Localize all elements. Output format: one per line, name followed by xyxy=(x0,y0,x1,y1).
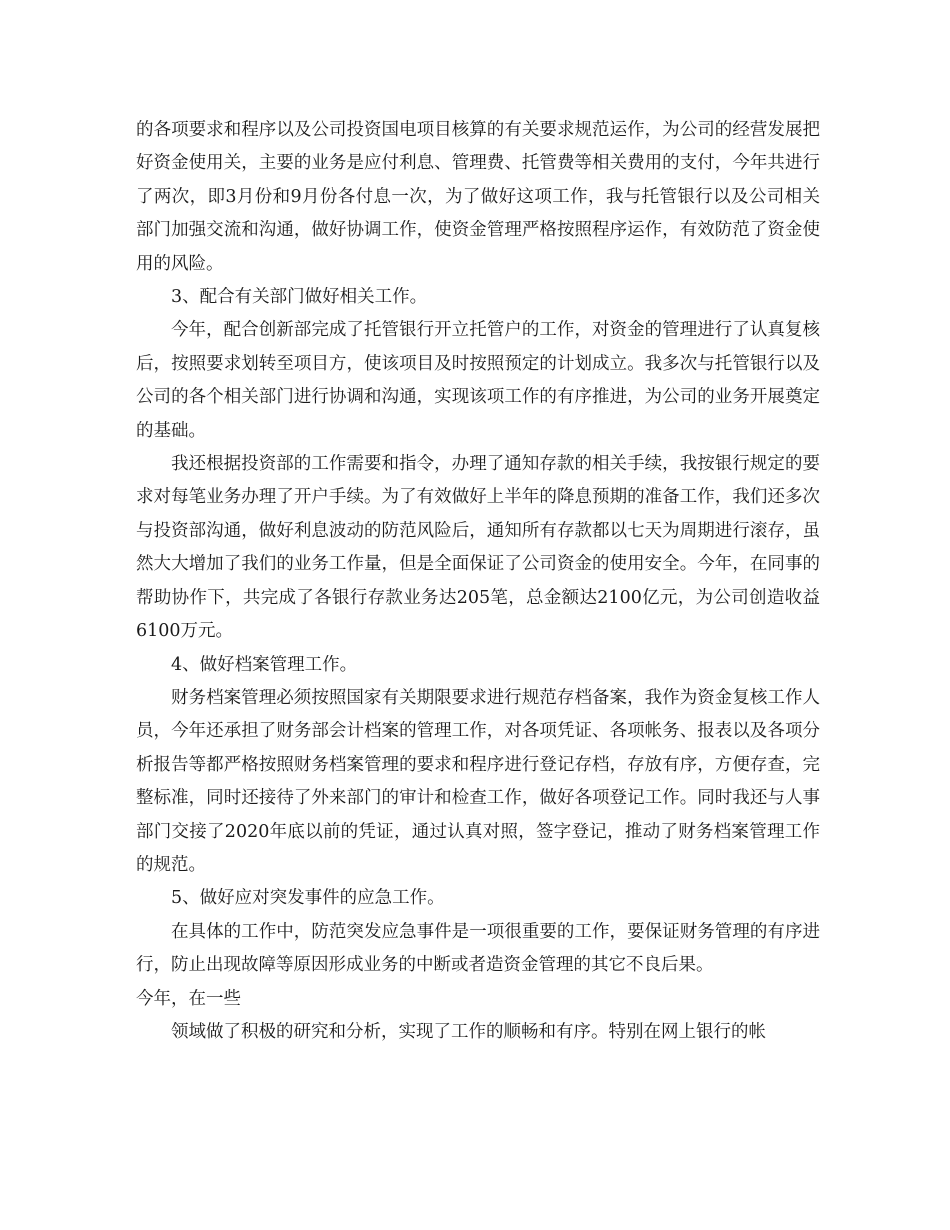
paragraph-fund-review-continuation: 的各项要求和程序以及公司投资国电项目核算的有关要求规范运作，为公司的经营发展把好资金使用关，主要的业务是应付利息、管理费、托管费等相关费用的支付，今年共进行了两次，即3月份和9月份各付息一次，为了做好这项工作，我与托管银行以及公司相关部门加强交流和沟通，做好协调工作，使资金管理严格按照程序运作，有效防范了资金使用的风险。 xyxy=(136,120,820,274)
section-heading-3: 3、配合有关部门做好相关工作。 xyxy=(171,287,428,308)
section-heading-5: 5、做好应对突发事件的应急工作。 xyxy=(171,888,445,909)
paragraph-custody-account: 今年，配合创新部完成了托管银行开立托管户的工作，对资金的管理进行了认真复核后，按照要求划转至项目方，使该项目及时按照预定的计划成立。我多次与托管银行以及公司的各个相关部门进行协调和沟通，实现该项工作的有序推进，为公司的业务开展奠定的基础。 xyxy=(136,320,820,441)
paragraph-archive-management: 财务档案管理必须按照国家有关期限要求进行规范存档备案，我作为资金复核工作人员，今年还承担了财务部会计档案的管理工作，对各项凭证、各项帐务、报表以及各项分析报告等都严格按照财务档案管理的要求和程序进行登记存档，存放有序，方便存查，完整标准，同时还接待了外来部门的审计和检查工作，做好各项登记工作。同时我还与人事部门交接了2020年底以前的凭证，通过认真对照，签字登记，推动了财务档案管理工作的规范。 xyxy=(136,687,820,875)
paragraph-online-banking: 领域做了积极的研究和分析，实现了工作的顺畅和有序。特别在网上银行的帐 xyxy=(171,1021,766,1042)
paragraph-notice-deposit: 我还根据投资部的工作需要和指令，办理了通知存款的相关手续，我按银行规定的要求对每笔业务办理了开户手续。为了有效做好上半年的降息预期的准备工作，我们还多次与投资部沟通，做好利息波动的防范风险后，通知所有存款都以七天为周期进行滚存，虽然大大增加了我们的业务工作量，但是全面保证了公司资金的使用安全。今年，在同事的帮助协作下，共完成了各银行存款业务达205笔，总金额达2100亿元，为公司创造收益6100万元。 xyxy=(136,454,820,642)
section-heading-4: 4、做好档案管理工作。 xyxy=(171,654,358,675)
paragraph-this-year-fragment: 今年，在一些 xyxy=(136,988,241,1009)
paragraph-emergency-work: 在具体的工作中，防范突发应急事件是一项很重要的工作，要保证财务管理的有序进行，防止出现故障等原因形成业务的中断或者造资金管理的其它不良后果。 xyxy=(136,921,820,976)
document-body xyxy=(136,114,820,1049)
